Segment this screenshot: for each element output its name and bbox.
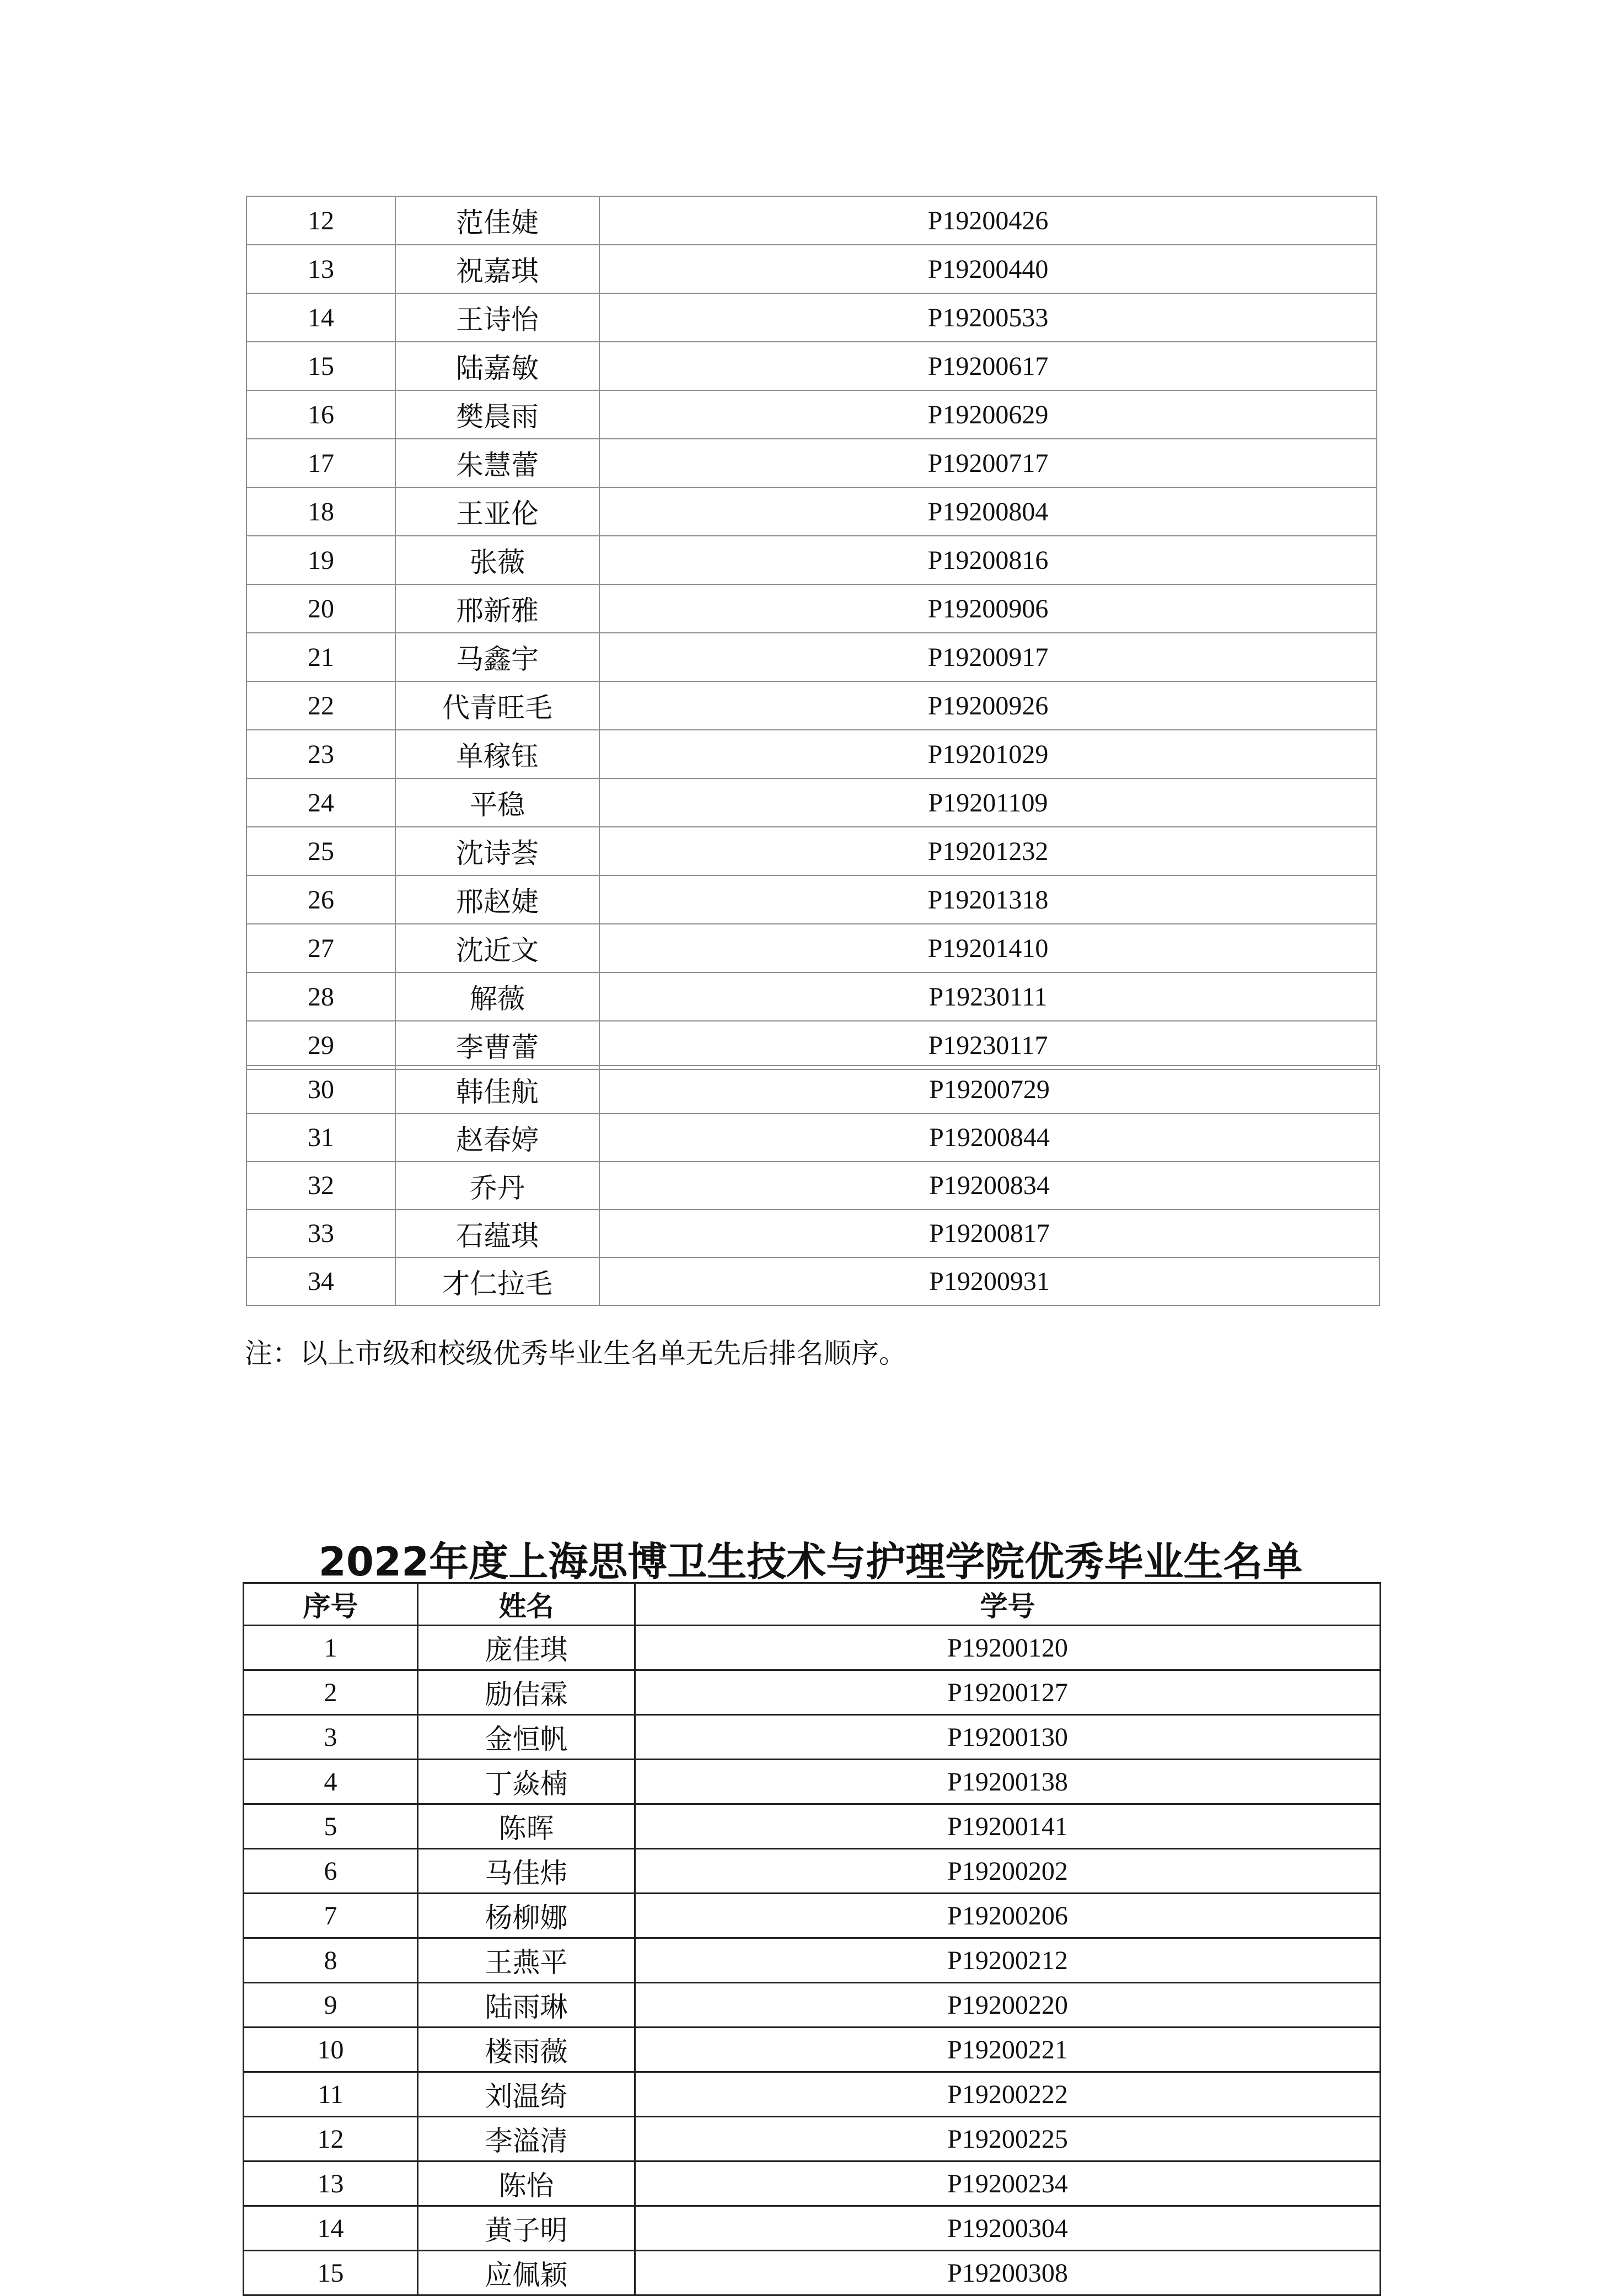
student-name: 朱慧蕾 [395, 439, 599, 487]
student-name: 王诗怡 [395, 293, 599, 342]
student-name: 杨柳娜 [418, 1894, 635, 1938]
student-name: 应佩颖 [418, 2251, 635, 2295]
student-id: P19201232 [599, 827, 1377, 875]
student-name: 陈晖 [418, 1804, 635, 1849]
row-number: 24 [246, 778, 395, 827]
row-number: 25 [246, 827, 395, 875]
row-number: 13 [244, 2161, 418, 2206]
table-row [246, 196, 1377, 245]
table-row [246, 681, 1377, 730]
student-id: P19200202 [635, 1849, 1381, 1894]
student-name: 李溢清 [418, 2117, 635, 2161]
student-name: 平稳 [395, 778, 599, 827]
table-row [244, 2072, 1381, 2117]
ranking-note: 注：以上市级和校级优秀毕业生名单无先后排名顺序。 [245, 1337, 906, 1369]
school-graduate-table-header [244, 1583, 1381, 1626]
row-number: 5 [244, 1804, 418, 1849]
student-id: P19200127 [635, 1670, 1381, 1715]
student-name: 祝嘉琪 [395, 245, 599, 293]
header-name: 姓名 [418, 1583, 635, 1626]
table-row [244, 2028, 1381, 2072]
student-id: P19201029 [599, 730, 1377, 778]
student-name: 陆雨琳 [418, 1983, 635, 2028]
student-name: 沈近文 [395, 924, 599, 972]
graduate-table-additional-body [246, 1066, 1380, 1305]
row-number: 14 [246, 293, 395, 342]
table-row [244, 2206, 1381, 2251]
table-row [246, 293, 1377, 342]
table-row [244, 1760, 1381, 1804]
student-id: P19230117 [599, 1021, 1377, 1069]
student-id: P19200729 [599, 1066, 1380, 1114]
row-number: 23 [246, 730, 395, 778]
row-number: 15 [246, 342, 395, 390]
row-number: 33 [246, 1209, 395, 1257]
school-graduate-table [243, 1582, 1381, 2296]
student-name: 楼雨薇 [418, 2028, 635, 2072]
table-row [244, 2251, 1381, 2295]
student-id: P19200617 [599, 342, 1377, 390]
row-number: 29 [246, 1021, 395, 1069]
header-no: 序号 [244, 1583, 418, 1626]
table-row [246, 245, 1377, 293]
student-name: 范佳婕 [395, 196, 599, 245]
student-id: P19200426 [599, 196, 1377, 245]
graduate-table-additional [246, 1065, 1380, 1306]
student-id: P19200629 [599, 390, 1377, 439]
table-row [246, 972, 1377, 1021]
row-number: 8 [244, 1938, 418, 1983]
graduate-table-continued [246, 196, 1377, 1070]
student-name: 邢赵婕 [395, 875, 599, 924]
table-row [246, 875, 1377, 924]
header-id: 学号 [635, 1583, 1381, 1626]
table-row [246, 778, 1377, 827]
row-number: 34 [246, 1257, 395, 1305]
row-number: 1 [244, 1626, 418, 1670]
student-id: P19201109 [599, 778, 1377, 827]
row-number: 6 [244, 1849, 418, 1894]
row-number: 11 [244, 2072, 418, 2117]
table-row [246, 342, 1377, 390]
student-id: P19200206 [635, 1894, 1381, 1938]
table-row [244, 2161, 1381, 2206]
student-name: 邢新雅 [395, 584, 599, 633]
row-number: 12 [244, 2117, 418, 2161]
row-number: 14 [244, 2206, 418, 2251]
student-id: P19200717 [599, 439, 1377, 487]
row-number: 16 [246, 390, 395, 439]
student-id: P19201318 [599, 875, 1377, 924]
row-number: 2 [244, 1670, 418, 1715]
row-number: 9 [244, 1983, 418, 2028]
row-number: 7 [244, 1894, 418, 1938]
row-number: 31 [246, 1114, 395, 1162]
student-id: P19200222 [635, 2072, 1381, 2117]
table-row [244, 1715, 1381, 1760]
student-name: 王亚伦 [395, 487, 599, 536]
student-name: 马佳炜 [418, 1849, 635, 1894]
table-row [246, 487, 1377, 536]
row-number: 28 [246, 972, 395, 1021]
table-row [244, 1849, 1381, 1894]
student-id: P19230111 [599, 972, 1377, 1021]
student-name: 刘温绮 [418, 2072, 635, 2117]
row-number: 18 [246, 487, 395, 536]
row-number: 30 [246, 1066, 395, 1114]
student-id: P19200138 [635, 1760, 1381, 1804]
table-row [246, 1209, 1380, 1257]
table-row [246, 1114, 1380, 1162]
student-id: P19200130 [635, 1715, 1381, 1760]
student-name: 马鑫宇 [395, 633, 599, 681]
row-number: 15 [244, 2251, 418, 2295]
student-id: P19200834 [599, 1162, 1380, 1209]
student-id: P19200931 [599, 1257, 1380, 1305]
school-graduate-table-body [244, 1626, 1381, 2295]
student-name: 赵春婷 [395, 1114, 599, 1162]
student-id: P19200304 [635, 2206, 1381, 2251]
student-name: 李曹蕾 [395, 1021, 599, 1069]
row-number: 3 [244, 1715, 418, 1760]
student-id: P19200141 [635, 1804, 1381, 1849]
table-row [246, 439, 1377, 487]
student-name: 陆嘉敏 [395, 342, 599, 390]
table-row [246, 730, 1377, 778]
row-number: 20 [246, 584, 395, 633]
table-row [246, 1021, 1377, 1069]
row-number: 17 [246, 439, 395, 487]
student-name: 单稼钰 [395, 730, 599, 778]
graduate-table-continued-body [246, 196, 1377, 1069]
student-id: P19200817 [599, 1209, 1380, 1257]
student-name: 庞佳琪 [418, 1626, 635, 1670]
table-row [246, 924, 1377, 972]
header-row [244, 1583, 1381, 1626]
table-row [246, 1162, 1380, 1209]
student-name: 解薇 [395, 972, 599, 1021]
student-id: P19200234 [635, 2161, 1381, 2206]
table-row [246, 633, 1377, 681]
student-name: 乔丹 [395, 1162, 599, 1209]
table-row [246, 1066, 1380, 1114]
student-name: 才仁拉毛 [395, 1257, 599, 1305]
table-row [244, 2117, 1381, 2161]
student-id: P19200221 [635, 2028, 1381, 2072]
table-row [244, 1670, 1381, 1715]
table-row [244, 1894, 1381, 1938]
table-row [246, 536, 1377, 584]
student-id: P19200926 [599, 681, 1377, 730]
student-id: P19200917 [599, 633, 1377, 681]
student-id: P19200440 [599, 245, 1377, 293]
student-name: 陈怡 [418, 2161, 635, 2206]
student-name: 韩佳航 [395, 1066, 599, 1114]
student-name: 樊晨雨 [395, 390, 599, 439]
row-number: 32 [246, 1162, 395, 1209]
table-row [246, 827, 1377, 875]
row-number: 13 [246, 245, 395, 293]
student-id: P19200225 [635, 2117, 1381, 2161]
student-id: P19200816 [599, 536, 1377, 584]
student-name: 沈诗荟 [395, 827, 599, 875]
student-name: 石蕴琪 [395, 1209, 599, 1257]
student-name: 丁焱楠 [418, 1760, 635, 1804]
row-number: 21 [246, 633, 395, 681]
student-id: P19200804 [599, 487, 1377, 536]
student-id: P19200844 [599, 1114, 1380, 1162]
student-id: P19200120 [635, 1626, 1381, 1670]
student-id: P19200220 [635, 1983, 1381, 2028]
student-id: P19200308 [635, 2251, 1381, 2295]
row-number: 26 [246, 875, 395, 924]
student-id: P19200533 [599, 293, 1377, 342]
row-number: 12 [246, 196, 395, 245]
row-number: 19 [246, 536, 395, 584]
row-number: 27 [246, 924, 395, 972]
student-id: P19200906 [599, 584, 1377, 633]
table-row [246, 1257, 1380, 1305]
student-name: 代青旺毛 [395, 681, 599, 730]
table-row [244, 1626, 1381, 1670]
student-id: P19201410 [599, 924, 1377, 972]
student-name: 张薇 [395, 536, 599, 584]
student-name: 金恒帆 [418, 1715, 635, 1760]
row-number: 10 [244, 2028, 418, 2072]
student-id: P19200212 [635, 1938, 1381, 1983]
row-number: 22 [246, 681, 395, 730]
table-row [244, 1938, 1381, 1983]
student-name: 王燕平 [418, 1938, 635, 1983]
table-row [244, 1983, 1381, 2028]
table-row [246, 584, 1377, 633]
student-name: 黄子明 [418, 2206, 635, 2251]
table-row [244, 1804, 1381, 1849]
section-title: 2022年度上海思博卫生技术与护理学院优秀毕业生名单 [318, 1539, 1303, 1585]
student-name: 励佶霖 [418, 1670, 635, 1715]
table-row [246, 390, 1377, 439]
row-number: 4 [244, 1760, 418, 1804]
